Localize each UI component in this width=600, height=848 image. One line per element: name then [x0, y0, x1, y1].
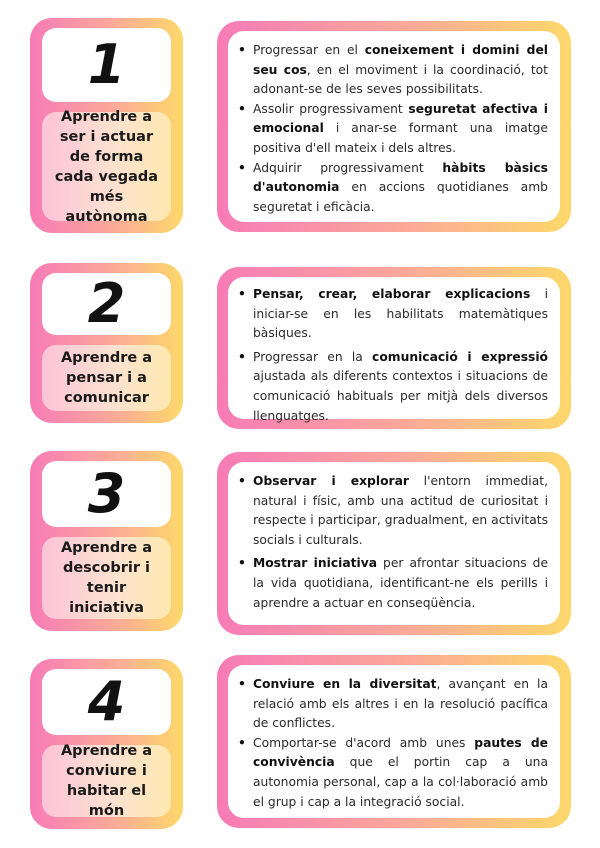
- objective-item: [253, 159, 548, 218]
- objective-text: i anar-se formant una imatge positiva d'ell mateix i dels altres.: [253, 121, 548, 155]
- objective-text: que el portin cap a una autonomia personal, cap a la col·laboració amb el grup i cap a la integració social.: [253, 755, 548, 809]
- objective-key-phrase: Pensar, crear, elaborar explicacions: [253, 287, 531, 301]
- title-box: [42, 537, 171, 619]
- objective-text: Comportar-se d'acord amb unes: [253, 735, 475, 750]
- objective-key-phrase: comunicació i expressió: [372, 349, 549, 364]
- card-title: Aprendre a descobrir i tenir iniciativa: [60, 540, 153, 616]
- objective-text: Adquirir progressivament: [253, 160, 443, 175]
- right-card-3: [217, 452, 571, 635]
- card-title: Aprendre a pensar i a comunicar: [60, 350, 153, 406]
- right-card-4: [217, 655, 571, 828]
- objective-key-phrase: seguretat afectiva i emocional: [253, 101, 548, 136]
- objective-item: [253, 100, 548, 159]
- objective-text: l'entorn immediat, natural i físic, amb una actitud de curiositat i respecte i participar, gradualment, en activitats socials i culturals.: [253, 474, 548, 547]
- objective-item: [253, 734, 548, 812]
- objective-text: en accions quotidianes amb seguretat i eficàcia.: [253, 180, 548, 214]
- objective-key-phrase: Observar i explorar: [253, 474, 409, 488]
- card-title: Aprendre a ser i actuar de forma cada vegada més autònoma: [54, 108, 159, 225]
- objective-item: [253, 472, 548, 550]
- right-card-1: [217, 21, 571, 232]
- objective-text: Progressar en la: [253, 349, 373, 364]
- card-number: 2: [87, 272, 126, 335]
- content-panel: [228, 462, 560, 625]
- number-box: [42, 461, 171, 527]
- objective-text: ajustada als diferents contextos i situacions de comunicació habituals per mitjà dels diversos llenguatges.: [253, 369, 548, 423]
- objectives-list: [228, 462, 560, 613]
- left-card-2: [30, 263, 183, 423]
- content-panel: [228, 31, 560, 222]
- number-box: [42, 28, 171, 102]
- objective-text: i iniciar-se en les habilitats matemàtiques bàsiques.: [253, 287, 548, 341]
- objective-item: [253, 285, 548, 344]
- left-card-4: [30, 659, 183, 829]
- title-box: [42, 345, 171, 411]
- card-number: 4: [87, 670, 126, 733]
- objectives-list: [228, 665, 560, 812]
- content-panel: [228, 277, 560, 423]
- number-box: [42, 669, 171, 735]
- content-panel: [228, 665, 560, 818]
- objective-key-phrase: pautes de convivència: [253, 735, 548, 770]
- card-title: Aprendre a conviure i habitar el món: [60, 743, 153, 819]
- objectives-list: [228, 277, 560, 426]
- objective-key-phrase: coneixement i domini del seu cos: [253, 43, 548, 77]
- title-box: [42, 745, 171, 817]
- number-box: [42, 273, 171, 335]
- objective-text: Assolir progressivament: [253, 101, 409, 116]
- right-card-2: [217, 267, 571, 429]
- objective-text: Progressar en el: [253, 43, 365, 57]
- left-card-1: [30, 18, 183, 233]
- title-box: [42, 108, 171, 225]
- card-number: 3: [87, 462, 126, 525]
- objective-text: , avançant en la relació amb els altres i en la resolució pacífica de conflictes.: [253, 677, 548, 731]
- objective-item: [253, 554, 548, 613]
- objectives-list: [228, 31, 560, 217]
- objective-item: [253, 675, 548, 734]
- objective-key-phrase: hàbits bàsics d'autonomia: [253, 160, 548, 195]
- objective-text: , en el moviment i la coordinació, tot adonant-se de les seves possibilitats.: [253, 62, 548, 97]
- objective-item: [253, 41, 548, 100]
- objective-key-phrase: Conviure en la diversitat: [253, 677, 437, 691]
- card-number: 1: [87, 33, 126, 96]
- left-card-3: [30, 451, 183, 631]
- objective-text: per afrontar situacions de la vida quotidiana, identificant-ne els perills i aprendre a actuar en conseqüència.: [253, 556, 549, 610]
- objective-item: [253, 348, 548, 426]
- objective-key-phrase: Mostrar iniciativa: [253, 556, 378, 571]
